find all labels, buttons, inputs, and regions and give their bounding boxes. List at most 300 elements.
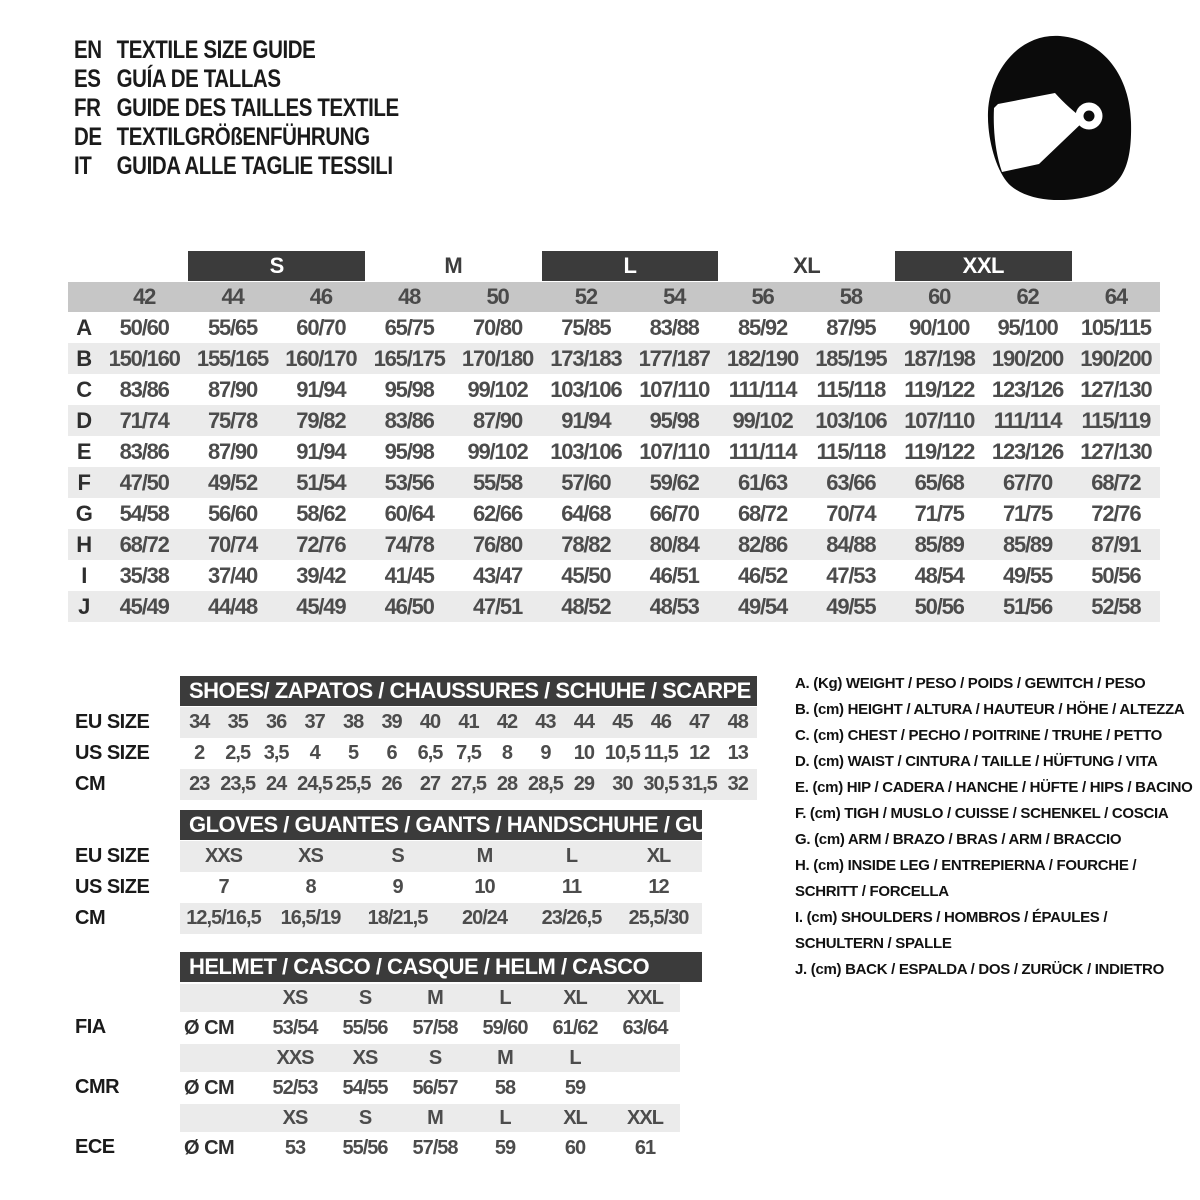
- size-cell: 50/56: [914, 593, 964, 619]
- size-cell: 46/51: [649, 562, 699, 588]
- size-cell: 2,5: [225, 742, 251, 764]
- size-row: [180, 903, 702, 934]
- size-cell: 3,5: [263, 742, 289, 764]
- language-label: TEXTILE SIZE GUIDE: [116, 36, 316, 64]
- shoes-section-title: SHOES/ ZAPATOS / CHAUSSURES / SCHUHE / SCARPE: [180, 676, 757, 706]
- size-cell: 91/94: [296, 376, 346, 402]
- size-cell: 44: [573, 711, 595, 733]
- row-letter: F: [77, 469, 91, 495]
- size-cell: 50/60: [119, 314, 169, 340]
- size-cell: 30: [612, 773, 633, 795]
- numeric-size-band: [68, 282, 1160, 312]
- helmet-size-header: M: [427, 986, 443, 1009]
- measurement-row-a: [68, 312, 1160, 343]
- size-cell: 103/106: [815, 407, 887, 433]
- helmet-size-cell: 61/62: [552, 1016, 598, 1039]
- row-letter: B: [76, 345, 92, 371]
- size-cell: 74/78: [384, 531, 434, 557]
- size-cell: 35/38: [119, 562, 169, 588]
- measurement-row-j: [68, 591, 1160, 622]
- size-cell: 55/58: [472, 469, 523, 495]
- size-cell: 182/190: [726, 345, 799, 371]
- size-cell: 6,5: [417, 742, 443, 764]
- helmet-value-row-cmr: [180, 1072, 680, 1104]
- standard-label-fia: FIA: [75, 1016, 106, 1038]
- size-cell: 48/54: [914, 562, 964, 588]
- size-cell: 60/70: [296, 314, 346, 340]
- row-letter: J: [78, 593, 90, 619]
- measurement-row-d: [68, 405, 1160, 436]
- size-cell: 85/92: [737, 314, 788, 340]
- size-cell: 127/130: [1080, 376, 1152, 402]
- language-code: DE: [74, 123, 102, 151]
- size-cell: 115/118: [816, 376, 886, 402]
- size-cell: 70/74: [826, 500, 876, 526]
- size-cell: 111/114: [728, 438, 797, 464]
- size-cell: 49/55: [1002, 562, 1053, 588]
- legend-line-e: E. (cm) HIP / CADERA / HANCHE / HÜFTE / HIPS / BACINO: [795, 779, 1193, 796]
- row-letter: A: [76, 314, 92, 340]
- size-cell: 56/60: [207, 500, 258, 526]
- helmet-size-band-cmr: [180, 1044, 680, 1072]
- size-cell: 64/68: [561, 500, 611, 526]
- size-cell: 8: [305, 876, 316, 898]
- row-letter: E: [76, 438, 92, 464]
- helmet-size-cell: 55/56: [342, 1016, 388, 1039]
- diameter-unit-label: Ø CM: [184, 1016, 235, 1039]
- helmet-size-header: XL: [563, 1106, 587, 1129]
- size-cell: 47/53: [826, 562, 876, 588]
- size-column-header: 46: [309, 284, 332, 309]
- size-cell: 95/98: [384, 438, 434, 464]
- size-cell: 57/60: [561, 469, 611, 495]
- size-cell: 8: [501, 742, 513, 764]
- size-cell: 47: [689, 711, 710, 733]
- size-cell: 47/50: [119, 469, 169, 495]
- size-cell: 185/195: [815, 345, 887, 371]
- size-cell: 173/183: [550, 345, 622, 371]
- helmet-size-header: XXL: [627, 1106, 663, 1129]
- size-cell: 190/200: [1080, 345, 1152, 371]
- size-cell: 115/118: [816, 438, 886, 464]
- size-cell: 36: [266, 711, 287, 733]
- size-cell: 50/56: [1091, 562, 1141, 588]
- standard-label-cmr: CMR: [75, 1076, 120, 1098]
- size-cell: 20/24: [461, 907, 508, 929]
- size-cell: 5: [348, 742, 359, 764]
- size-cell: 95/98: [649, 407, 699, 433]
- size-cell: 4: [309, 742, 320, 764]
- helmet-size-cell: 53: [284, 1136, 306, 1159]
- helmet-size-cell: 58: [494, 1076, 516, 1099]
- size-column-header: 50: [486, 284, 509, 309]
- helmet-size-cell: 59/60: [482, 1016, 528, 1039]
- language-row: [74, 123, 399, 152]
- size-cell: XS: [298, 845, 323, 867]
- size-cell: 24,5: [297, 773, 333, 795]
- helmet-size-cell: 57/58: [412, 1136, 458, 1159]
- size-cell: 119/122: [904, 438, 975, 464]
- row-label-us-size: US SIZE: [75, 742, 150, 764]
- size-cell: 91/94: [296, 438, 346, 464]
- measurement-row-e: [68, 436, 1160, 467]
- size-cell: 61/63: [737, 469, 788, 495]
- size-cell: M: [476, 845, 493, 867]
- size-cell: S: [391, 845, 404, 867]
- helmet-size-header: S: [428, 1046, 442, 1069]
- size-cell: 25,5/30: [628, 907, 689, 929]
- size-column-header: 44: [221, 284, 244, 309]
- language-row: [74, 65, 399, 94]
- size-cell: 83/86: [119, 438, 169, 464]
- size-cell: L: [565, 845, 578, 867]
- legend-line-f: F. (cm) TIGH / MUSLO / CUISSE / SCHENKEL / COSCIA: [795, 805, 1169, 822]
- size-cell: 87/95: [826, 314, 876, 340]
- size-cell: 84/88: [826, 531, 876, 557]
- helmet-size-band-ece: [180, 1104, 680, 1132]
- size-column-header: 62: [1016, 284, 1039, 309]
- helmet-size-header: M: [427, 1106, 443, 1129]
- language-code: EN: [74, 36, 102, 64]
- size-cell: 70/74: [207, 531, 258, 557]
- helmet-size-header: L: [569, 1046, 581, 1069]
- size-cell: 119/122: [904, 376, 975, 402]
- size-cell: 71/74: [119, 407, 169, 433]
- size-cell: 78/82: [561, 531, 611, 557]
- size-cell: 13: [727, 742, 748, 764]
- size-cell: 41: [458, 711, 479, 733]
- size-group-label-m: M: [444, 253, 463, 278]
- helmet-size-header: XS: [282, 1106, 308, 1129]
- size-cell: 10: [573, 742, 595, 764]
- size-cell: 107/110: [639, 376, 710, 402]
- size-group-label-l: L: [542, 251, 719, 281]
- size-cell: 10: [474, 876, 495, 898]
- size-cell: 87/90: [472, 407, 523, 433]
- language-label: TEXTILGRÖßENFÜHRUNG: [116, 123, 370, 151]
- size-cell: 55/65: [207, 314, 258, 340]
- size-cell: 91/94: [561, 407, 611, 433]
- size-cell: 82/86: [737, 531, 788, 557]
- diameter-unit-label: Ø CM: [184, 1076, 235, 1099]
- size-column-header: 56: [751, 284, 774, 309]
- size-cell: 103/106: [550, 376, 622, 402]
- size-cell: 52/58: [1091, 593, 1141, 619]
- helmet-value-row-ece: [180, 1132, 680, 1164]
- size-cell: 12: [689, 742, 710, 764]
- size-cell: 16,5/19: [280, 907, 341, 929]
- row-letter: C: [76, 376, 92, 402]
- size-cell: 60/64: [384, 500, 434, 526]
- size-cell: 39/42: [296, 562, 346, 588]
- size-cell: 35: [227, 711, 248, 733]
- row-label-us-size: US SIZE: [75, 876, 150, 898]
- helmet-size-table: [180, 984, 680, 1164]
- helmet-size-cell: 59: [494, 1136, 516, 1159]
- size-cell: 23/26,5: [541, 907, 602, 929]
- size-cell: 37/40: [207, 562, 258, 588]
- size-cell: 83/86: [119, 376, 169, 402]
- size-cell: 23: [189, 773, 210, 795]
- size-cell: 187/198: [903, 345, 975, 371]
- helmet-size-cell: 59: [564, 1076, 586, 1099]
- helmet-size-header: L: [499, 986, 511, 1009]
- size-cell: 41/45: [384, 562, 434, 588]
- legend-line-i: SCHULTERN / SPALLE: [795, 935, 952, 952]
- helmet-size-header: XS: [282, 986, 308, 1009]
- size-cell: 87/90: [207, 438, 258, 464]
- legend-line-i: I. (cm) SHOULDERS / HOMBROS / ÉPAULES /: [795, 909, 1108, 926]
- size-row: [180, 841, 702, 872]
- size-cell: 80/84: [649, 531, 699, 557]
- helmet-size-cell: 57/58: [412, 1016, 458, 1039]
- measurement-row-b: [68, 343, 1160, 374]
- size-cell: 30,5: [643, 773, 679, 795]
- size-cell: 115/119: [1081, 407, 1151, 433]
- size-cell: 150/160: [108, 345, 180, 371]
- legend-line-d: D. (cm) WAIST / CINTURA / TAILLE / HÜFTUNG / VITA: [795, 753, 1158, 770]
- size-cell: 26: [381, 773, 402, 795]
- language-label: GUÍA DE TALLAS: [116, 65, 281, 93]
- size-cell: 9: [392, 876, 403, 898]
- size-cell: 43: [535, 711, 556, 733]
- helmet-size-header: S: [358, 1106, 372, 1129]
- size-cell: 68/72: [737, 500, 788, 526]
- gloves-section-title: GLOVES / GUANTES / GANTS / HANDSCHUHE / GUANTI: [180, 810, 702, 840]
- size-cell: 90/100: [909, 314, 970, 340]
- helmet-size-header: S: [358, 986, 372, 1009]
- row-letter: G: [75, 500, 93, 526]
- size-cell: 65/68: [914, 469, 964, 495]
- size-cell: 46: [650, 711, 671, 733]
- size-row: [180, 707, 757, 738]
- size-cell: 51/56: [1002, 593, 1053, 619]
- apparel-size-table: [68, 250, 1160, 622]
- size-cell: 31,5: [681, 773, 717, 795]
- size-cell: 37: [304, 711, 325, 733]
- size-cell: 95/100: [997, 314, 1058, 340]
- measurement-row-h: [68, 529, 1160, 560]
- size-cell: 76/80: [472, 531, 523, 557]
- size-group-label-xl: XL: [793, 253, 821, 278]
- size-column-header: 64: [1104, 284, 1127, 309]
- size-cell: 45: [612, 711, 633, 733]
- size-cell: XL: [646, 845, 671, 867]
- language-code: ES: [74, 65, 101, 93]
- helmet-size-header: XS: [352, 1046, 378, 1069]
- helmet-size-cell: 60: [564, 1136, 586, 1159]
- size-column-header: 58: [839, 284, 862, 309]
- size-cell: 23,5: [220, 773, 256, 795]
- size-cell: 63/66: [826, 469, 876, 495]
- size-cell: 49/54: [737, 593, 788, 619]
- legend-line-h: H. (cm) INSIDE LEG / ENTREPIERNA / FOURCHE /: [795, 857, 1137, 874]
- legend-line-a: A. (Kg) WEIGHT / PESO / POIDS / GEWITCH / PESO: [795, 675, 1146, 692]
- helmet-value-row-fia: [180, 1012, 680, 1044]
- size-cell: 24: [266, 773, 287, 795]
- size-cell: 39: [381, 711, 402, 733]
- size-cell: 79/82: [296, 407, 346, 433]
- language-row: [74, 94, 399, 123]
- size-column-header: 60: [928, 284, 951, 309]
- size-cell: 83/86: [384, 407, 434, 433]
- row-letter: I: [81, 562, 87, 588]
- size-cell: 107/110: [639, 438, 710, 464]
- helmet-size-header: XL: [563, 986, 587, 1009]
- size-cell: XXS: [204, 845, 243, 867]
- size-cell: 68/72: [119, 531, 169, 557]
- standard-label-ece: ECE: [75, 1136, 115, 1158]
- size-cell: 170/180: [461, 345, 534, 371]
- size-cell: 190/200: [991, 345, 1064, 371]
- row-letter: H: [76, 531, 92, 557]
- language-code: FR: [74, 94, 101, 122]
- size-cell: 7: [218, 876, 229, 898]
- size-cell: 28: [496, 773, 518, 795]
- legend-line-h: SCHRITT / FORCELLA: [795, 883, 949, 900]
- legend-line-b: B. (cm) HEIGHT / ALTURA / HAUTEUR / HÖHE / ALTEZZA: [795, 701, 1185, 718]
- size-cell: 58/62: [296, 500, 346, 526]
- size-cell: 85/89: [1002, 531, 1053, 557]
- size-group-label-s: S: [188, 251, 365, 281]
- size-column-header: 48: [398, 284, 421, 309]
- size-cell: 75/85: [561, 314, 611, 340]
- helmet-size-cell: 54/55: [342, 1076, 388, 1099]
- size-cell: 127/130: [1080, 438, 1152, 464]
- size-column-header: 52: [574, 284, 597, 309]
- size-column-header: 54: [663, 284, 686, 309]
- row-label-eu-size: EU SIZE: [75, 845, 150, 867]
- size-cell: 38: [342, 711, 364, 733]
- size-group-row: [68, 250, 1160, 282]
- helmet-size-cell: 53/54: [272, 1016, 318, 1039]
- size-cell: 65/75: [384, 314, 434, 340]
- size-cell: 7,5: [456, 742, 481, 764]
- row-label-cm: CM: [75, 907, 106, 929]
- helmet-size-band-fia: [180, 984, 680, 1012]
- size-cell: 27: [419, 773, 441, 795]
- diameter-unit-label: Ø CM: [184, 1136, 235, 1159]
- size-cell: 71/75: [914, 500, 964, 526]
- size-cell: 67/70: [1002, 469, 1053, 495]
- size-cell: 165/175: [373, 345, 445, 371]
- size-cell: 83/88: [649, 314, 699, 340]
- helmet-size-cell: 63/64: [622, 1016, 668, 1039]
- row-label-cm: CM: [75, 773, 106, 795]
- size-cell: 123/126: [991, 376, 1064, 402]
- size-cell: 45/49: [296, 593, 346, 619]
- helmet-size-header: XXL: [627, 986, 663, 1009]
- language-label: GUIDA ALLE TAGLIE TESSILI: [116, 152, 393, 180]
- size-cell: 95/98: [384, 376, 434, 402]
- size-cell: 155/165: [196, 345, 269, 371]
- size-row: [180, 872, 702, 903]
- size-cell: 42: [496, 711, 518, 733]
- size-cell: 54/58: [119, 500, 169, 526]
- size-cell: 47/51: [472, 593, 523, 619]
- size-cell: 6: [386, 742, 397, 764]
- helmet-size-header: XXS: [276, 1046, 314, 1069]
- size-cell: 27,5: [451, 773, 486, 795]
- size-cell: 45/50: [561, 562, 611, 588]
- size-cell: 25,5: [335, 773, 371, 795]
- language-header: [74, 36, 399, 181]
- size-cell: 18/21,5: [367, 907, 428, 929]
- measurement-row-f: [68, 467, 1160, 498]
- size-cell: 49/55: [826, 593, 876, 619]
- helmet-section-title: HELMET / CASCO / CASQUE / HELM / CASCO: [180, 952, 702, 982]
- helmet-size-cell: 61: [634, 1136, 656, 1159]
- size-cell: 105/115: [1080, 314, 1151, 340]
- language-row: [74, 36, 399, 65]
- racing-helmet-icon: [975, 30, 1135, 200]
- measurement-row-c: [68, 374, 1160, 405]
- row-label-eu-size: EU SIZE: [75, 711, 150, 733]
- size-cell: 66/70: [649, 500, 699, 526]
- measurement-legend: [795, 671, 1193, 983]
- size-cell: 28,5: [527, 773, 563, 795]
- size-cell: 87/91: [1091, 531, 1141, 557]
- size-cell: 68/72: [1091, 469, 1141, 495]
- size-cell: 45/49: [119, 593, 169, 619]
- measurement-row-i: [68, 560, 1160, 591]
- size-cell: 59/62: [649, 469, 699, 495]
- size-row: [180, 769, 757, 800]
- size-group-label-xxl: XXL: [895, 251, 1072, 281]
- size-cell: 11,5: [643, 742, 678, 764]
- size-cell: 160/170: [285, 345, 357, 371]
- size-cell: 12: [648, 876, 669, 898]
- size-cell: 51/54: [296, 469, 346, 495]
- size-cell: 177/187: [638, 345, 710, 371]
- legend-line-c: C. (cm) CHEST / PECHO / POITRINE / TRUHE / PETTO: [795, 727, 1163, 744]
- size-cell: 48: [727, 711, 748, 733]
- size-cell: 99/102: [467, 376, 528, 402]
- size-cell: 2: [194, 742, 205, 764]
- language-code: IT: [74, 152, 92, 180]
- size-cell: 72/76: [1091, 500, 1141, 526]
- size-cell: 11: [561, 876, 582, 898]
- size-cell: 62/66: [472, 500, 523, 526]
- size-cell: 75/78: [207, 407, 258, 433]
- size-cell: 72/76: [296, 531, 346, 557]
- size-cell: 34: [189, 711, 210, 733]
- size-cell: 49/52: [207, 469, 258, 495]
- helmet-size-header: L: [499, 1106, 511, 1129]
- helmet-size-cell: 55/56: [342, 1136, 388, 1159]
- size-cell: 123/126: [991, 438, 1064, 464]
- size-cell: 85/89: [914, 531, 964, 557]
- size-cell: 99/102: [467, 438, 528, 464]
- size-cell: 43/47: [472, 562, 523, 588]
- size-cell: 53/56: [384, 469, 434, 495]
- language-row: [74, 152, 399, 181]
- size-cell: 71/75: [1002, 500, 1053, 526]
- size-cell: 29: [573, 773, 595, 795]
- legend-line-g: G. (cm) ARM / BRAZO / BRAS / ARM / BRACCIO: [795, 831, 1122, 848]
- size-cell: 46/52: [737, 562, 788, 588]
- helmet-size-cell: 52/53: [272, 1076, 318, 1099]
- size-cell: 48/53: [649, 593, 699, 619]
- size-cell: 10,5: [604, 742, 640, 764]
- size-cell: 44/48: [207, 593, 258, 619]
- size-column-header: 42: [133, 284, 156, 309]
- size-cell: 111/114: [728, 376, 797, 402]
- size-cell: 48/52: [561, 593, 611, 619]
- size-cell: 46/50: [384, 593, 434, 619]
- row-letter: D: [76, 407, 92, 433]
- measurement-row-g: [68, 498, 1160, 529]
